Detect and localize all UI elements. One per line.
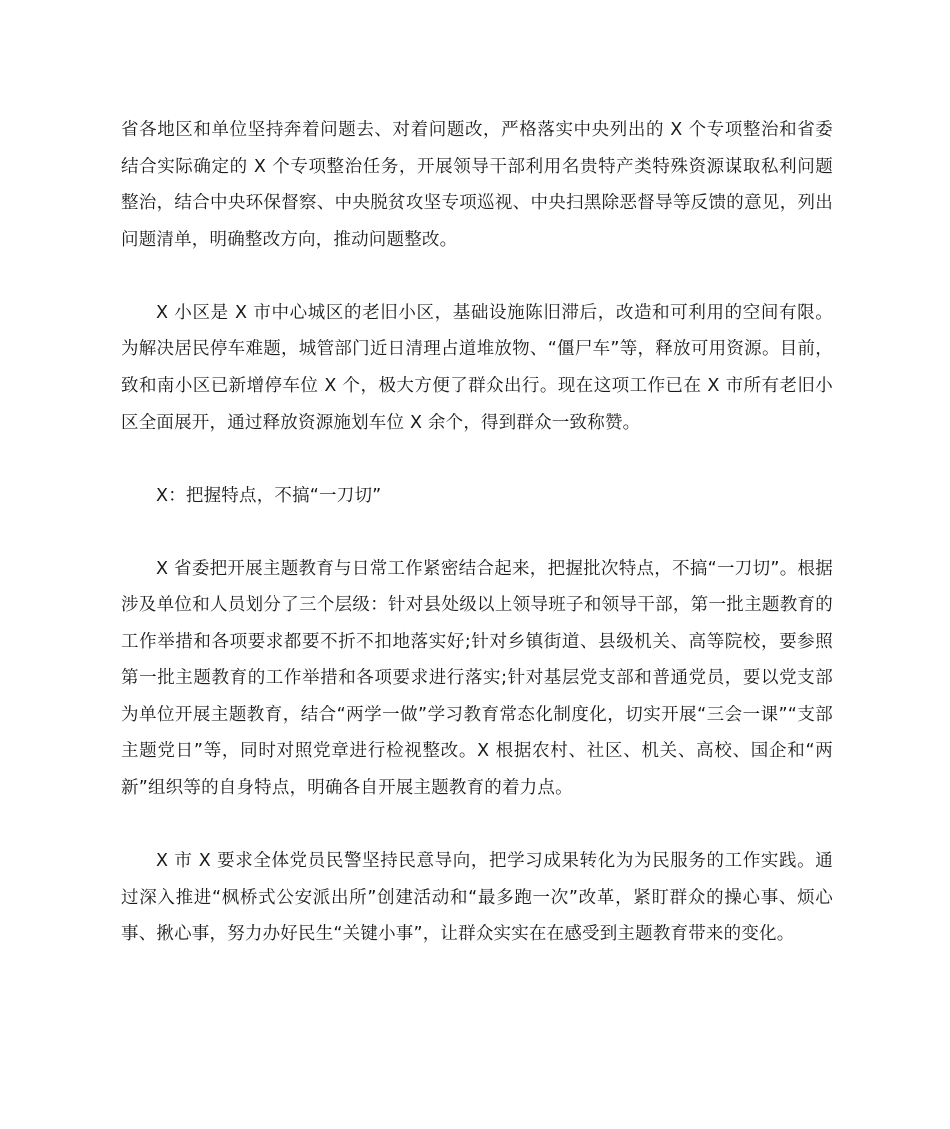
document-page [121, 112, 833, 989]
paragraph-theme-education: X 省委把开展主题教育与日常工作紧密结合起来，把握批次特点，不搞“一刀切”。根据涉及单位和人员划分了三个层级：针对县处级以上领导班子和领导干部，第一批主题教育的工作举措和各项要求都要不折不扣地落实好;针对乡镇街道、县级机关、高等院校，要参照第一批主题教育的工作举措和各项要求进行落实;针对基层党支部和普通党员，要以党支部为单位开展主题教育，结合“两学一做”学习教育常态化制度化，切实开展“三会一课”“支部主题党日”等，同时对照党章进行检视整改。X 根据农村、社区、机关、高校、国企和“两新”组织等的自身特点，明确各自开展主题教育的着力点。 [121, 558, 833, 799]
section-heading: X：把握特点，不搞“一刀切” [156, 485, 382, 506]
paragraph-rectification: 省各地区和单位坚持奔着问题去、对着问题改，严格落实中央列出的 X 个专项整治和省委结合实际确定的 X 个专项整治任务，开展领导干部利用名贵特产类特殊资源谋取私利问题整治，结合中央环保督察、中央脱贫攻坚专项巡视、中央扫黑除恶督导等反馈的意见，列出问题清单，明确整改方向，推动问题整改。 [121, 120, 833, 250]
paragraph-police-service: X 市 X 要求全体党员民警坚持民意导向，把学习成果转化为为民服务的工作实践。通过深入推进“枫桥式公安派出所”创建活动和“最多跑一次”改革，紧盯群众的操心事、烦心事、揪心事，努力办好民生“关键小事”，让群众实实在在感受到主题教育带来的变化。 [121, 851, 833, 945]
paragraph-parking: X 小区是 X 市中心城区的老旧小区，基础设施陈旧滞后，改造和可利用的空间有限。为解决居民停车难题，城管部门近日清理占道堆放物、“僵尸车”等，释放可用资源。目前，致和南小区已新增停车位 X 个，极大方便了群众出行。现在这项工作已在 X 市所有老旧小区全面展开，通过释放资源施划车位 X 余个，得到群众一致称赞。 [121, 302, 833, 433]
